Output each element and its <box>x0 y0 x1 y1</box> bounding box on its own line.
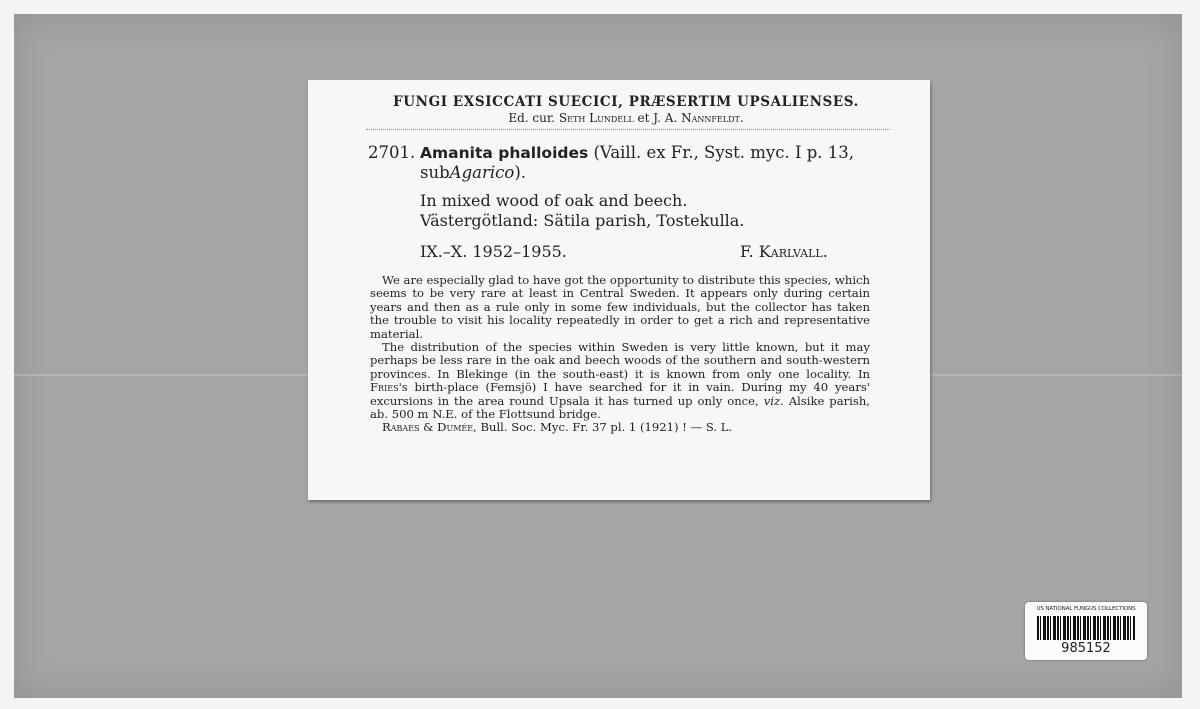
note-p2-c: Alsike parish, ab. 500 m N.E. of the Flottsund bridge. <box>370 393 870 422</box>
ref-citation: Bull. Soc. Myc. Fr. 37 pl. 1 (1921) ! — S. L. <box>480 420 733 435</box>
species-authority: (Vaill. ex Fr., Syst. myc. I p. 13, <box>593 143 855 162</box>
habitat-line: In mixed wood of oak and beech. <box>420 191 688 210</box>
note-paragraph-1: We are especially glad to have got the opportunity to distribute this species, which seems to be very rare at least in Central Sweden. It appears only during certain years and then as a rule only in some few individuals, but the collector has taken the trouble to visit his locality repeatedly in order to get a rich and representative material. <box>370 273 870 341</box>
collector-initial: F. <box>740 242 754 261</box>
specimen-entry <box>368 143 868 183</box>
editor-1: Seth Lundell <box>558 111 634 125</box>
specimen-number: 2701. <box>368 143 416 162</box>
note-p2-viz: viz. <box>763 393 784 408</box>
authority-genus: Agarico <box>449 163 515 182</box>
specimen-name-block <box>420 143 868 183</box>
barcode-number: 985152 <box>1061 641 1111 656</box>
barcode-bars <box>1037 616 1135 640</box>
locality-line: Västergötland: Sätila parish, Tostekulla. <box>420 211 745 230</box>
editors-join: et <box>637 111 650 125</box>
editor-2: J. A. Nannfeldt. <box>653 111 744 125</box>
habitat-locality <box>420 191 744 231</box>
series-editors <box>322 111 930 125</box>
authority-sub: sub <box>420 163 450 182</box>
label-notes <box>370 274 870 435</box>
exsiccata-label <box>308 80 930 500</box>
editors-prefix: Ed. cur. <box>508 111 556 125</box>
literature-reference <box>370 421 870 434</box>
note-p2-a: The distribution of the species within Sweden is very little known, but it may perhaps be less rare in the oak and beech woods of the southern and south-western provinces. In Blekinge (in the south-east) it is known from only one locality. In <box>370 340 870 381</box>
ref-authors: Rabaes & Dumée, <box>382 420 477 435</box>
collection-date: IX.–X. 1952–1955. <box>420 242 567 261</box>
species-name: Amanita phalloides <box>420 144 589 162</box>
barcode-label <box>1025 602 1147 660</box>
barcode-heading: US NATIONAL FUNGUS COLLECTIONS <box>1036 606 1136 612</box>
collector-name: Karlvall. <box>758 242 828 261</box>
note-p2-fries: Fries <box>370 380 399 395</box>
collector <box>740 242 828 261</box>
note-paragraph-2 <box>370 341 870 421</box>
authority-end: ). <box>514 163 527 182</box>
note-p2-b: 's birth-place (Femsjö) I have searched for it in vain. During my 40 years' excursions in the area round Upsala it has turned up only once, <box>370 380 870 408</box>
series-title: FUNGI EXSICCATI SUECICI, PRÆSERTIM UPSALIENSES. <box>393 94 859 110</box>
header-divider <box>366 129 890 130</box>
